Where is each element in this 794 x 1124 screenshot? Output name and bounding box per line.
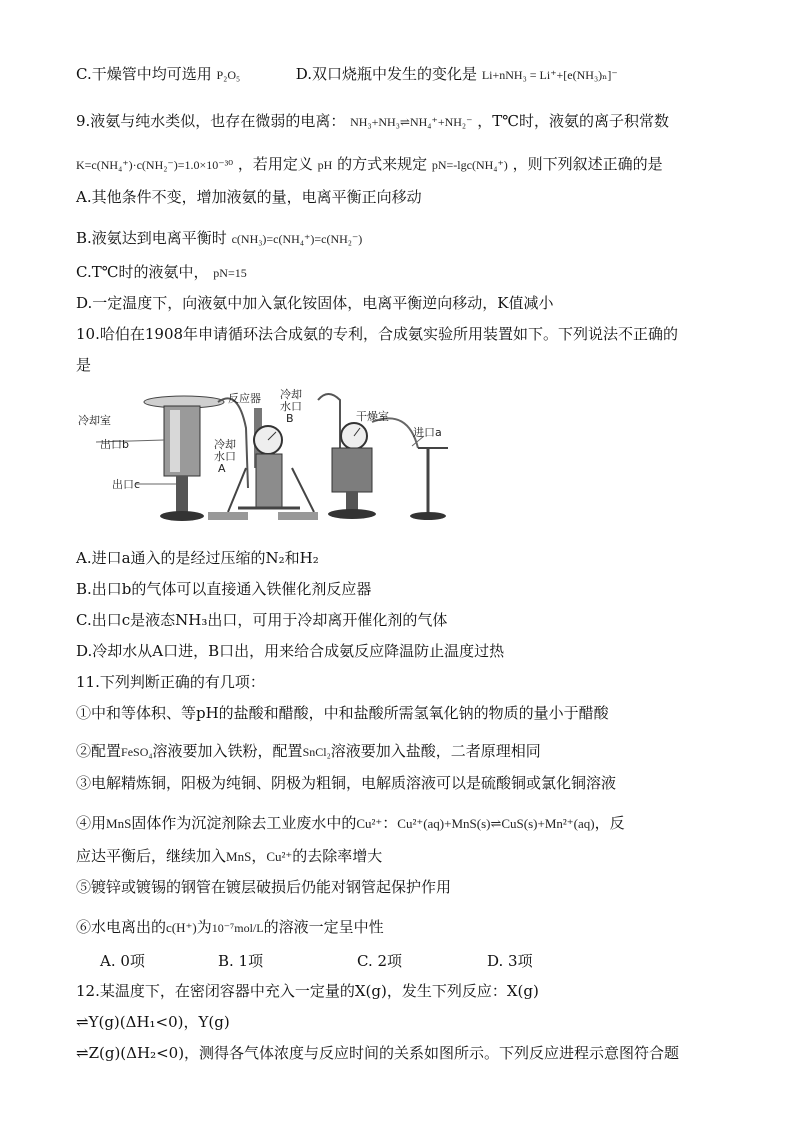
- label-cooling-room: 冷却室: [78, 414, 111, 427]
- q11-choice-a: A. 0项: [100, 952, 145, 970]
- q11-precipitation-equation: Cu²⁺(aq)+MnS(s)⇌CuS(s)+Mn²⁺(aq): [397, 816, 595, 831]
- q12-stem-line2: ⇌Y(g)(ΔH₁<0)，Y(g): [76, 1013, 230, 1031]
- label-cool-water-b-1: 冷却: [280, 388, 302, 401]
- q9-stem-text: 9.液氨与纯水类似，也存在微弱的电离：: [76, 112, 346, 130]
- q11-item-4-text: ：: [382, 814, 398, 832]
- label-reactor: 反应器: [228, 392, 261, 405]
- q9-stem-text: ，则下列叙述正确的是: [512, 155, 663, 173]
- label-inlet-a: 进口a: [413, 426, 442, 439]
- q11-item-6-text: 的溶液一定呈中性: [263, 918, 384, 936]
- q11-item-4-text: 的去除率增大: [292, 847, 383, 865]
- q9-option-c-formula: pN=15: [213, 266, 247, 280]
- q11-feso4-formula: FeSO₄: [121, 745, 153, 759]
- q11-h-concentration: c(H⁺): [166, 920, 197, 935]
- q8-c-formula: P₂O₅: [216, 68, 241, 82]
- q12-stem-line1: 12.某温度下，在密闭容器中充入一定量的X(g)，发生下列反应：X(g): [76, 982, 539, 1000]
- drying-stand: [346, 492, 358, 510]
- q11-sncl2-formula: SnCl₂: [302, 745, 331, 759]
- q11-item-5: ⑤镀锌或镀锡的钢管在镀层破损后仍能对钢管起保护作用: [76, 878, 452, 896]
- cooling-chamber-stand: [176, 476, 188, 512]
- q10-stem-line2: 是: [76, 356, 92, 374]
- q9-option-d: D.一定温度下，向液氨中加入氯化铵固体，电离平衡逆向移动，K值减小: [76, 294, 554, 312]
- q9-k-formula: K=c(NH₄⁺)·c(NH₂⁻)=1.0×10⁻³⁰: [76, 158, 234, 172]
- q10-option-b: B.出口b的气体可以直接通入铁催化剂反应器: [76, 580, 372, 598]
- q11-item-4-text: ，: [251, 847, 267, 865]
- q10-option-c: C.出口c是液态NH₃出口，可用于冷却离开催化剂的气体: [76, 611, 448, 629]
- q11-item-4-text: 应达平衡后，继续加入: [76, 847, 227, 865]
- label-cool-water-a-2: 水口: [214, 450, 236, 463]
- label-cool-water-b-2: 水口: [280, 400, 302, 413]
- q11-cu-ion: Cu²⁺: [356, 816, 383, 831]
- q11-choice-b: B. 1项: [218, 952, 264, 970]
- q9-stem-text: 的方式来规定: [337, 155, 428, 173]
- q11-item-2-text: ②配置: [76, 742, 122, 760]
- q11-item-4-line2: [76, 846, 382, 867]
- q12-stem-line3: ⇌Z(g)(ΔH₂<0)，测得各气体浓度与反应时间的关系如图所示。下列反应进程示意图符合题: [76, 1044, 680, 1062]
- q9-option-c-text: C.T℃时的液氨中，: [76, 263, 209, 281]
- q8-option-d: D.双口烧瓶中发生的变化是: [295, 65, 478, 83]
- q11-cu-ion: Cu²⁺: [266, 849, 293, 864]
- cooling-chamber-body: [164, 406, 200, 476]
- q9-stem-text: ，若用定义: [237, 155, 313, 173]
- label-dry-room: 干燥室: [356, 410, 389, 423]
- q11-mns-formula: MnS: [106, 816, 132, 831]
- q9-pn-formula: pN=-lgc(NH₄⁺): [431, 158, 508, 172]
- q9-option-b-formula: c(NH₃)=c(NH₄⁺)=c(NH₂⁻): [231, 232, 363, 246]
- reactor-body: [256, 454, 282, 508]
- haber-apparatus-figure: [78, 388, 516, 530]
- q9-stem-line2: [76, 154, 663, 175]
- q11-item-6-text: ⑥水电离出的: [76, 918, 167, 936]
- q11-stem: 11.下列判断正确的有几项：: [76, 673, 265, 691]
- q11-item-2-text: 溶液要加入铁粉，配置: [152, 742, 303, 760]
- apparatus-diagram: [78, 388, 516, 530]
- q9-option-c: [76, 262, 247, 283]
- q8-option-c: C.干燥管中均可选用: [76, 65, 212, 83]
- label-outlet-c: 出口c: [112, 478, 141, 491]
- q8-d-formula: Li+nNH₃ = Li⁺+[e(NH₃)ₙ]⁻: [481, 68, 618, 82]
- q11-choice-c: C. 2项: [357, 952, 403, 970]
- burner-right: [278, 512, 318, 520]
- label-cool-water-a-1: 冷却: [214, 438, 236, 451]
- q11-item-1: ①中和等体积、等pH的盐酸和醋酸，中和盐酸所需氢氧化钠的物质的量小于醋酸: [76, 704, 609, 722]
- inlet-stand-base: [410, 512, 446, 520]
- q9-stem-line1: [76, 111, 669, 132]
- q11-item-3: ③电解精炼铜，阳极为纯铜、阴极为粗铜，电解质溶液可以是硫酸铜或氯化铜溶液: [76, 774, 617, 792]
- q11-item-4-text: 固体作为沉淀剂除去工业废水中的: [131, 814, 357, 832]
- q10-option-d: D.冷却水从A口进，B口出，用来给合成氨反应降温防止温度过热: [76, 642, 505, 660]
- q11-item-4-text: ④用: [76, 814, 107, 832]
- cooling-chamber-highlight: [170, 410, 180, 472]
- q11-concentration-value: 10⁻⁷mol/L: [211, 921, 264, 935]
- q9-option-b-text: B.液氨达到电离平衡时: [76, 229, 227, 247]
- cooling-chamber-base: [160, 511, 204, 521]
- q9-option-b: [76, 228, 362, 249]
- label-cool-water-b-3: B: [286, 412, 294, 425]
- q11-item-2: [76, 741, 541, 762]
- q9-ionization-equation: NH₃+NH₃⇌NH₄⁺+NH₂⁻: [350, 115, 473, 129]
- q11-item-6-text: 为: [196, 918, 212, 936]
- drying-base: [328, 509, 376, 519]
- label-outlet-b: 出口b: [100, 438, 129, 451]
- q11-item-2-text: 溶液要加入盐酸，二者原理相同: [330, 742, 541, 760]
- q10-option-a: A.进口a通入的是经过压缩的N₂和H₂: [76, 549, 319, 567]
- q10-stem-line1: 10.哈伯在1908年申请循环法合成氨的专利，合成氨实验所用装置如下。下列说法不正确的: [76, 325, 679, 343]
- burner-left: [208, 512, 248, 520]
- q9-stem-text: ，T℃时，液氨的离子积常数: [477, 112, 670, 130]
- q11-item-4-text: ，反: [594, 814, 625, 832]
- q11-item-6: [76, 917, 384, 938]
- label-cool-water-a-3: A: [218, 462, 226, 475]
- q8-option-line: [76, 64, 618, 85]
- q9-ph-symbol: pH: [317, 158, 333, 172]
- q11-item-4-line1: [76, 813, 625, 834]
- drying-chamber-body: [332, 448, 372, 492]
- q9-option-a: A.其他条件不变，增加液氨的量，电离平衡正向移动: [76, 188, 422, 206]
- q11-choice-d: D. 3项: [487, 952, 533, 970]
- q11-mns-formula: MnS: [226, 849, 252, 864]
